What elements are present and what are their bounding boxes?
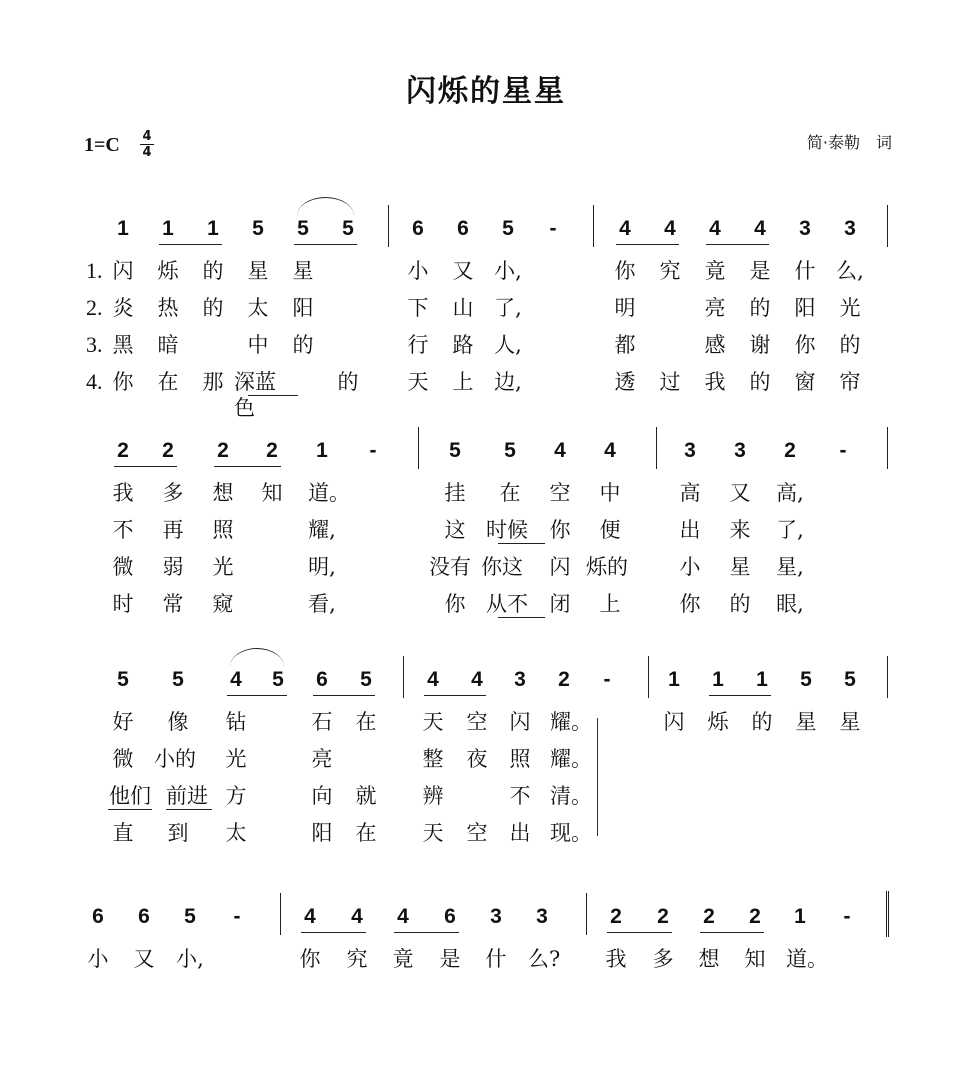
lyric-syllable: 微	[112, 555, 134, 579]
lyric-syllable: 方	[225, 784, 247, 808]
lyric-syllable: 在	[355, 710, 377, 734]
eighth-note-beam	[227, 695, 287, 696]
lyric-syllable: 闪	[112, 259, 134, 283]
note: 3	[684, 439, 696, 462]
eighth-note-beam	[709, 695, 771, 696]
lyric-syllable: 再	[162, 518, 184, 542]
lyric-syllable: 阳	[794, 296, 816, 320]
lyric-syllable: 从不	[486, 592, 528, 616]
eighth-note-beam	[700, 932, 764, 933]
bar-line	[887, 656, 888, 698]
eighth-note-beam	[294, 244, 357, 245]
lyric-syllable: 闪	[549, 555, 571, 579]
note: 5	[272, 668, 284, 691]
lyric-syllable: 耀,	[308, 518, 336, 542]
lyric-syllable: 前进	[166, 784, 208, 808]
eighth-note-beam	[394, 932, 459, 933]
lyric-syllable: 就	[355, 784, 377, 808]
lyric-syllable: 常	[162, 592, 184, 616]
note: 5	[184, 905, 196, 928]
lyric-syllable: 闪	[663, 710, 685, 734]
lyric-syllable: 的	[729, 592, 751, 616]
song-title: 闪烁的星星	[406, 74, 566, 109]
lyric-syllable: 多	[652, 947, 674, 971]
lyric-syllable: 黑	[112, 333, 134, 357]
lyric-syllable: 光	[212, 555, 234, 579]
bar-line	[403, 656, 404, 698]
note: 5	[172, 668, 184, 691]
lyric-syllable: 你	[549, 518, 571, 542]
lyric-syllable: 人,	[494, 333, 522, 357]
bar-line	[593, 205, 594, 247]
lyric-syllable: 直	[112, 821, 134, 845]
lyric-syllable: 小,	[176, 947, 204, 971]
lyric-syllable: 了,	[494, 296, 522, 320]
lyric-syllable: 高	[679, 481, 701, 505]
eighth-note-beam	[301, 932, 366, 933]
lyric-syllable: 透	[614, 370, 636, 394]
lyric-syllable: 耀。	[550, 710, 592, 734]
lyric-syllable: 照	[509, 747, 531, 771]
lyric-syllable: 星	[247, 259, 269, 283]
note: 6	[138, 905, 150, 928]
note: 6	[412, 217, 424, 240]
lyric-underline	[166, 809, 212, 810]
lyric-syllable: 过	[659, 370, 681, 394]
lyric-syllable: 上	[599, 592, 621, 616]
lyric-syllable: 是	[439, 947, 461, 971]
lyric-syllable: 星	[729, 555, 751, 579]
lyric-syllable: 想	[698, 947, 720, 971]
lyric-syllable: 不	[509, 784, 531, 808]
note: 4	[604, 439, 616, 462]
note: 2	[162, 439, 174, 462]
lyric-syllable: 道。	[786, 947, 828, 971]
note: 1	[712, 668, 724, 691]
lyric-syllable: 像	[167, 710, 189, 734]
lyric-syllable: 我	[112, 481, 134, 505]
lyric-syllable: 的	[292, 333, 314, 357]
lyric-syllable: 出	[509, 821, 531, 845]
note: 1	[117, 217, 129, 240]
bar-line	[887, 205, 888, 247]
lyric-syllable: 空	[549, 481, 571, 505]
dash-extension: -	[233, 905, 241, 928]
lyric-syllable: 在	[499, 481, 521, 505]
lyric-syllable: 你	[444, 592, 466, 616]
verse-brace	[597, 718, 606, 836]
lyric-syllable: 阳	[311, 821, 333, 845]
lyric-syllable: 明,	[308, 555, 336, 579]
lyric-syllable: 星	[839, 710, 861, 734]
lyric-syllable: 光	[225, 747, 247, 771]
note: 4	[230, 668, 242, 691]
lyric-syllable: 想	[212, 481, 234, 505]
lyric-syllable: 么,	[836, 259, 864, 283]
lyric-syllable: 便	[599, 518, 621, 542]
note: 6	[92, 905, 104, 928]
note: 3	[490, 905, 502, 928]
lyric-syllable: 你	[299, 947, 321, 971]
verse-number: 1.	[86, 258, 103, 283]
lyric-syllable: 暗	[157, 333, 179, 357]
eighth-note-beam	[159, 244, 222, 245]
note: 5	[252, 217, 264, 240]
lyric-syllable: 天	[422, 821, 444, 845]
lyric-syllable: 耀。	[550, 747, 592, 771]
lyric-syllable: 小	[679, 555, 701, 579]
lyric-syllable: 中	[599, 481, 621, 505]
note: 1	[207, 217, 219, 240]
note: 1	[316, 439, 328, 462]
note: 2	[266, 439, 278, 462]
dash-extension: -	[369, 439, 377, 462]
note: 3	[536, 905, 548, 928]
note: 1	[794, 905, 806, 928]
verse-number: 2.	[86, 295, 103, 320]
lyric-syllable: 了,	[776, 518, 804, 542]
lyric-syllable: 明	[614, 296, 636, 320]
note: 1	[668, 668, 680, 691]
dash-extension: -	[839, 439, 847, 462]
bar-line	[887, 427, 888, 469]
lyric-syllable: 窥	[212, 592, 234, 616]
lyric-syllable: 的	[749, 370, 771, 394]
lyric-syllable: 太	[225, 821, 247, 845]
note: 2	[610, 905, 622, 928]
lyric-syllable: 高,	[776, 481, 804, 505]
note: 3	[734, 439, 746, 462]
lyric-syllable: 竟	[704, 259, 726, 283]
lyric-syllable: 亮	[311, 747, 333, 771]
lyric-syllable: 下	[407, 296, 429, 320]
lyric-syllable: 钻	[225, 710, 247, 734]
lyric-syllable: 边,	[494, 370, 522, 394]
dash-extension: -	[843, 905, 851, 928]
key-signature: 1=C	[84, 134, 120, 156]
note: 4	[351, 905, 363, 928]
lyric-underline	[248, 395, 298, 396]
note: 5	[844, 668, 856, 691]
lyric-syllable: 清。	[550, 784, 592, 808]
lyric-underline	[498, 543, 545, 544]
lyric-syllable: 天	[407, 370, 429, 394]
lyric-syllable: 的	[202, 296, 224, 320]
lyric-syllable: 小的	[154, 747, 196, 771]
lyricist-credit: 简·泰勒 词	[806, 133, 892, 152]
lyric-syllable: 没有	[429, 555, 471, 579]
lyric-syllable: 究	[346, 947, 368, 971]
note: 5	[117, 668, 129, 691]
lyric-syllable: 向	[311, 784, 333, 808]
note: 4	[664, 217, 676, 240]
note: 1	[162, 217, 174, 240]
note: 2	[784, 439, 796, 462]
lyric-syllable: 看,	[308, 592, 336, 616]
lyric-syllable: 的	[749, 296, 771, 320]
note: 4	[709, 217, 721, 240]
note: 4	[304, 905, 316, 928]
lyric-syllable: 小	[87, 947, 109, 971]
lyric-syllable: 感	[704, 333, 726, 357]
lyric-syllable: 闪	[509, 710, 531, 734]
lyric-syllable: 在	[157, 370, 179, 394]
lyric-syllable: 小,	[494, 259, 522, 283]
time-signature-numerator: 4	[140, 130, 154, 145]
lyric-syllable: 星,	[776, 555, 804, 579]
lyric-syllable: 石	[311, 710, 333, 734]
lyric-syllable: 到	[167, 821, 189, 845]
lyric-syllable: 你	[794, 333, 816, 357]
eighth-note-beam	[214, 466, 281, 467]
bar-line	[388, 205, 389, 247]
lyric-syllable: 又	[452, 259, 474, 283]
lyric-syllable: 空	[466, 821, 488, 845]
dash-extension: -	[549, 217, 557, 240]
lyric-syllable: 都	[614, 333, 636, 357]
lyric-syllable: 又	[729, 481, 751, 505]
lyric-syllable: 热	[157, 296, 179, 320]
note: 4	[754, 217, 766, 240]
note: 1	[756, 668, 768, 691]
eighth-note-beam	[114, 466, 177, 467]
note: 4	[619, 217, 631, 240]
note: 3	[514, 668, 526, 691]
lyric-syllable: 行	[407, 333, 429, 357]
lyric-syllable: 竟	[392, 947, 414, 971]
slur-arc	[297, 197, 354, 216]
lyric-syllable: 我	[605, 947, 627, 971]
lyric-syllable: 夜	[466, 747, 488, 771]
lyric-syllable: 么?	[528, 947, 561, 971]
lyric-syllable: 烁	[157, 259, 179, 283]
lyric-syllable: 星	[292, 259, 314, 283]
note: 4	[554, 439, 566, 462]
lyric-syllable: 微	[112, 747, 134, 771]
lyric-syllable: 窗	[794, 370, 816, 394]
lyric-underline	[498, 617, 545, 618]
lyric-syllable: 你	[614, 259, 636, 283]
verse-number: 4.	[86, 369, 103, 394]
lyric-syllable: 不	[112, 518, 134, 542]
lyric-syllable: 辨	[422, 784, 444, 808]
bar-line	[418, 427, 419, 469]
lyric-syllable: 什	[794, 259, 816, 283]
lyric-syllable: 太	[247, 296, 269, 320]
verse-number: 3.	[86, 332, 103, 357]
lyric-syllable: 上	[452, 370, 474, 394]
time-signature-denominator: 4	[142, 145, 152, 160]
lyric-underline	[108, 809, 152, 810]
lyric-syllable: 炎	[112, 296, 134, 320]
bar-line	[586, 893, 587, 935]
lyric-syllable: 眼,	[776, 592, 804, 616]
note: 3	[799, 217, 811, 240]
lyric-syllable: 闭	[549, 592, 571, 616]
note: 3	[844, 217, 856, 240]
note: 4	[427, 668, 439, 691]
eighth-note-beam	[607, 932, 672, 933]
note: 5	[502, 217, 514, 240]
eighth-note-beam	[616, 244, 679, 245]
lyric-syllable: 山	[452, 296, 474, 320]
note: 5	[504, 439, 516, 462]
lyric-syllable: 的	[337, 370, 359, 394]
lyric-syllable: 谢	[749, 333, 771, 357]
lyric-syllable: 亮	[704, 296, 726, 320]
lyric-syllable: 知	[744, 947, 766, 971]
lyric-syllable: 烁的	[586, 555, 628, 579]
note: 5	[297, 217, 309, 240]
note: 2	[703, 905, 715, 928]
lyric-syllable: 道。	[308, 481, 350, 505]
lyric-syllable: 挂	[444, 481, 466, 505]
note: 2	[217, 439, 229, 462]
lyric-syllable: 好	[112, 710, 134, 734]
lyric-syllable: 什	[485, 947, 507, 971]
lyric-syllable: 时候	[486, 518, 528, 542]
lyric-syllable: 小	[407, 259, 429, 283]
slur-arc	[230, 648, 284, 667]
lyric-syllable: 路	[452, 333, 474, 357]
note: 5	[800, 668, 812, 691]
note: 2	[749, 905, 761, 928]
note: 2	[117, 439, 129, 462]
time-signature	[140, 130, 154, 159]
note: 2	[558, 668, 570, 691]
lyric-syllable: 时	[112, 592, 134, 616]
lyric-syllable: 的	[839, 333, 861, 357]
note: 4	[471, 668, 483, 691]
lyric-syllable: 光	[839, 296, 861, 320]
lyric-syllable: 整	[422, 747, 444, 771]
lyric-syllable: 你这	[481, 555, 523, 579]
note: 6	[316, 668, 328, 691]
note: 4	[397, 905, 409, 928]
eighth-note-beam	[424, 695, 486, 696]
eighth-note-beam	[706, 244, 769, 245]
lyric-syllable: 多	[162, 481, 184, 505]
lyric-syllable: 你	[112, 370, 134, 394]
bar-line	[648, 656, 649, 698]
bar-line	[656, 427, 657, 469]
lyric-syllable: 帘	[839, 370, 861, 394]
lyric-syllable: 又	[133, 947, 155, 971]
lyric-syllable: 现。	[550, 821, 592, 845]
lyric-syllable: 出	[679, 518, 701, 542]
lyric-syllable: 这	[444, 518, 466, 542]
lyric-syllable: 的	[751, 710, 773, 734]
lyric-syllable: 中	[247, 333, 269, 357]
eighth-note-beam	[313, 695, 375, 696]
note: 6	[444, 905, 456, 928]
lyric-syllable: 星	[795, 710, 817, 734]
lyric-syllable: 你	[679, 592, 701, 616]
lyric-syllable: 那	[202, 370, 224, 394]
lyric-syllable: 烁	[707, 710, 729, 734]
lyric-syllable: 照	[212, 518, 234, 542]
final-bar-line	[886, 891, 891, 937]
dash-extension: -	[603, 668, 611, 691]
lyric-syllable: 弱	[162, 555, 184, 579]
note: 5	[360, 668, 372, 691]
lyric-syllable: 来	[729, 518, 751, 542]
lyric-syllable: 他们	[109, 784, 151, 808]
note: 5	[449, 439, 461, 462]
lyric-syllable: 天	[422, 710, 444, 734]
note: 6	[457, 217, 469, 240]
lyric-syllable: 在	[355, 821, 377, 845]
bar-line	[280, 893, 281, 935]
lyric-syllable: 知	[261, 481, 283, 505]
lyric-syllable: 阳	[292, 296, 314, 320]
lyric-syllable: 是	[749, 259, 771, 283]
note: 5	[342, 217, 354, 240]
note: 2	[657, 905, 669, 928]
lyric-syllable: 的	[202, 259, 224, 283]
lyric-syllable: 深蓝色	[234, 370, 276, 420]
lyric-syllable: 究	[659, 259, 681, 283]
lyric-syllable: 我	[704, 370, 726, 394]
lyric-syllable: 空	[466, 710, 488, 734]
